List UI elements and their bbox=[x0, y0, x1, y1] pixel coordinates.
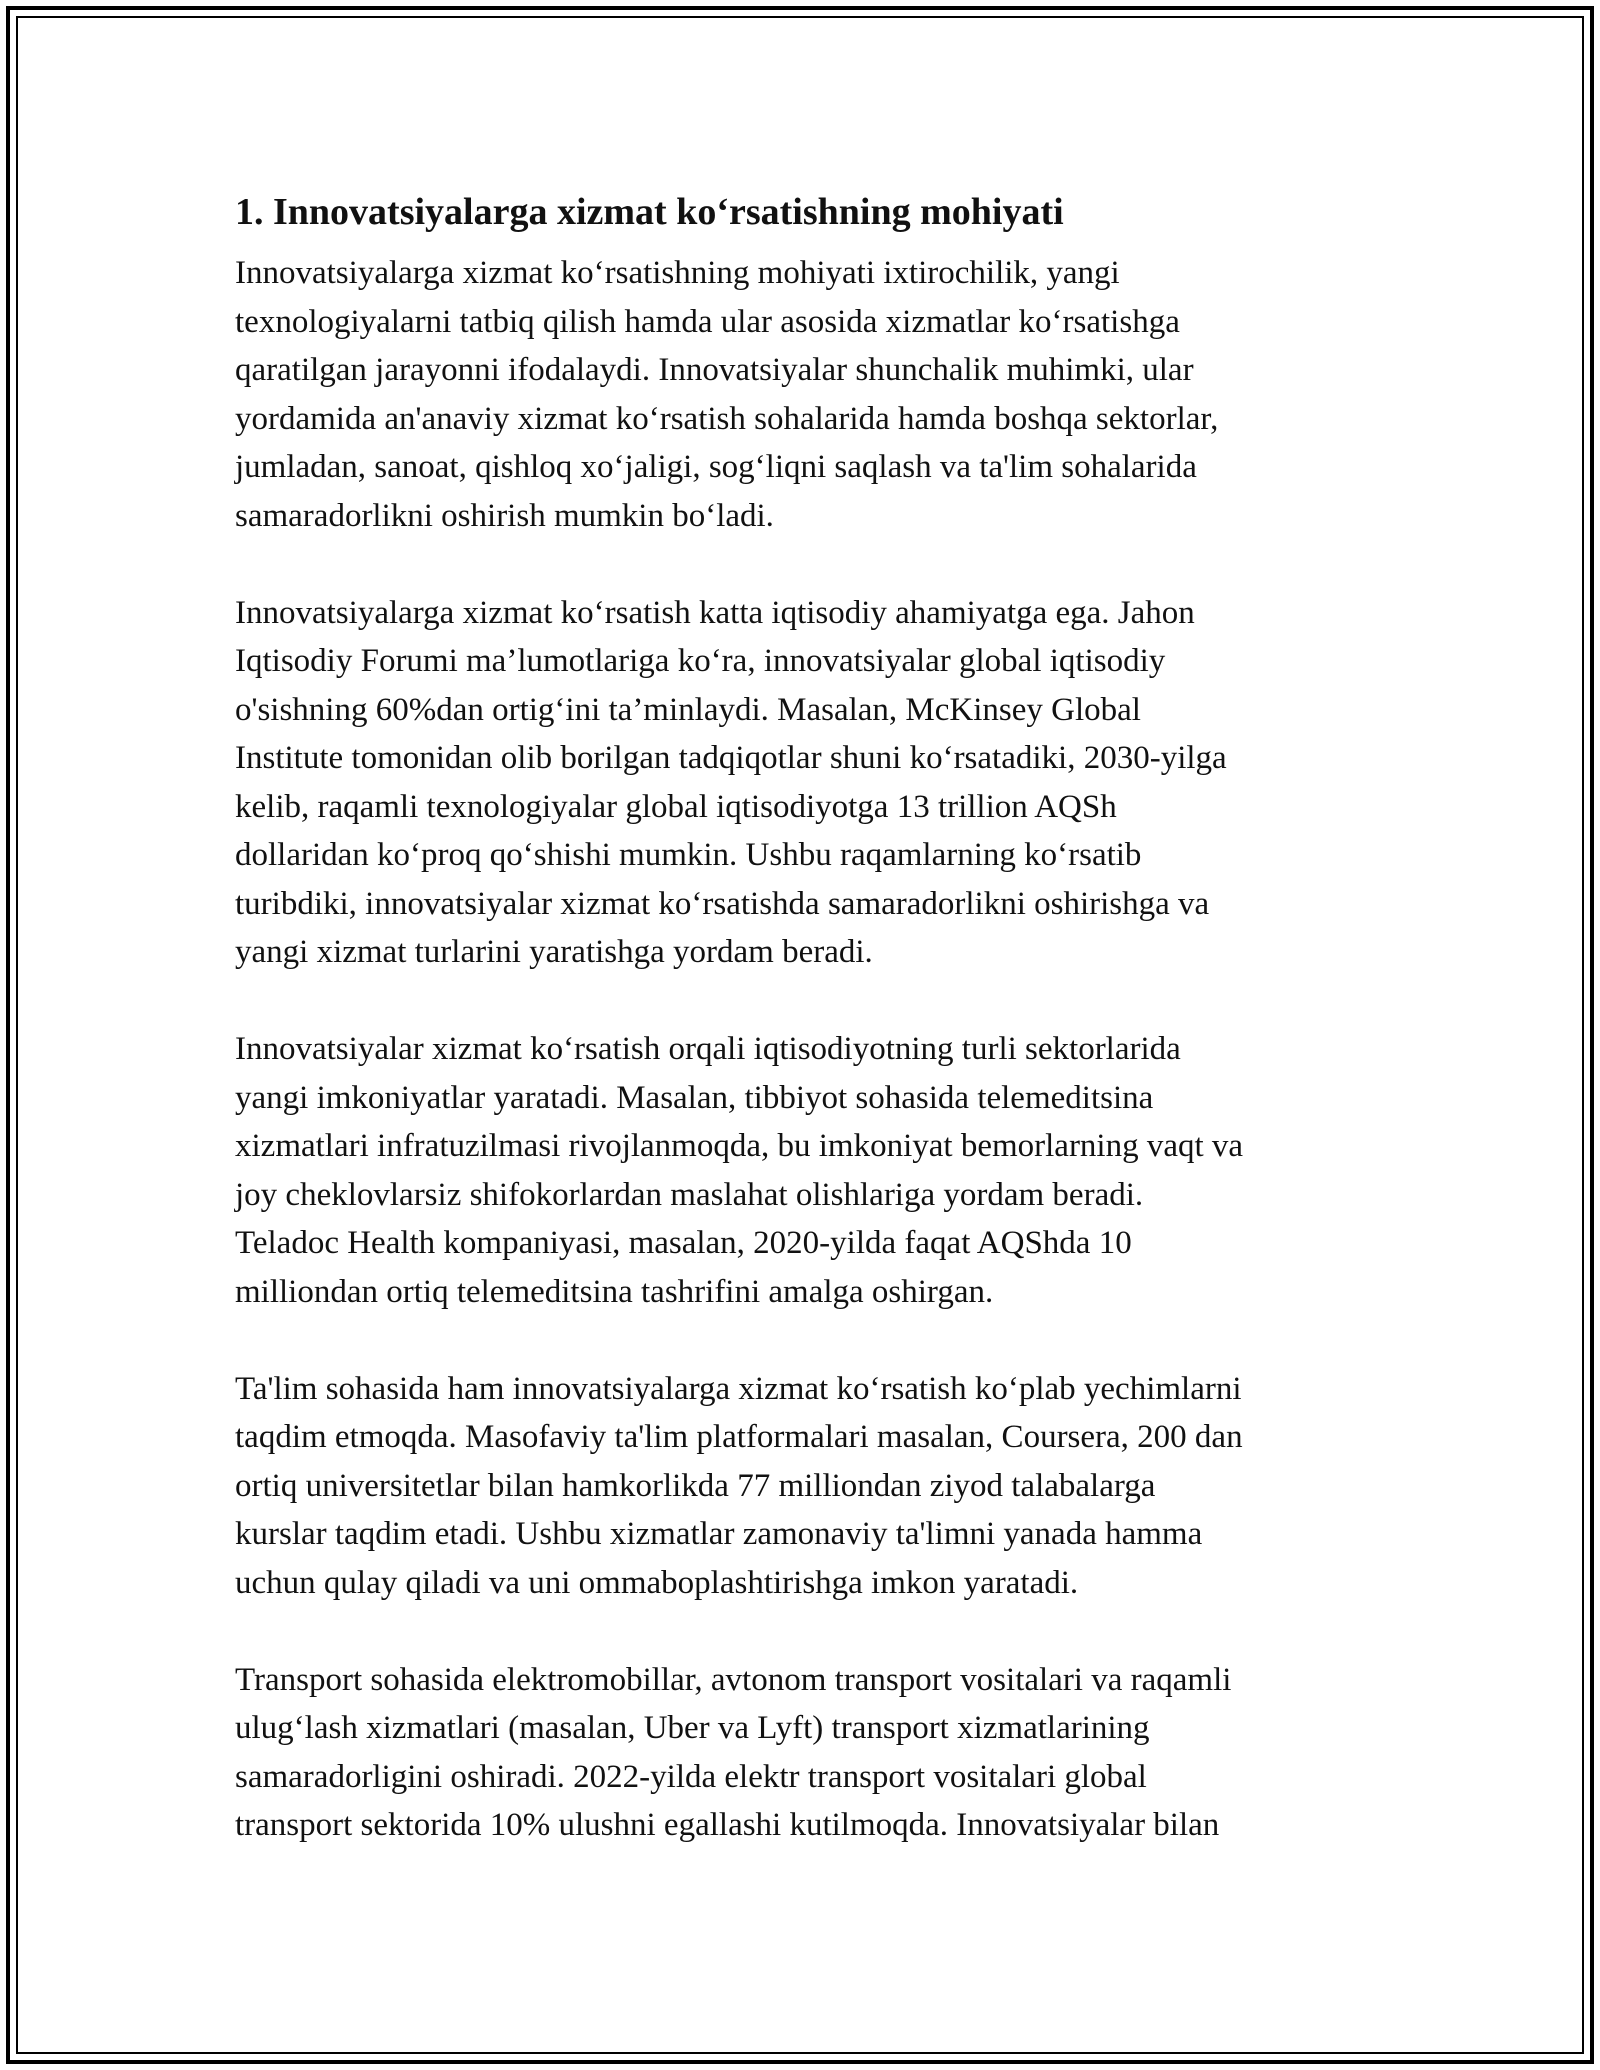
paragraph-line: dollaridan ko‘proq qo‘shishi mumkin. Ushbu raqamlarning ko‘rsatib bbox=[235, 837, 1142, 873]
paragraph-line: yangi imkoniyatlar yaratadi. Masalan, tibbiyot sohasida telemeditsina bbox=[235, 1079, 1154, 1116]
section-heading: 1. Innovatsiyalarga xizmat ko‘rsatishning mohiyati bbox=[235, 191, 1064, 233]
paragraph-line: texnologiyalarni tatbiq qilish hamda ular asosida xizmatlar ko‘rsatishga bbox=[235, 303, 1180, 340]
document-body bbox=[235, 185, 1375, 1898]
paragraph-line: Iqtisodiy Forumi ma’lumotlariga ko‘ra, innovatsiyalar global iqtisodiy bbox=[235, 643, 1166, 679]
paragraph-line: Innovatsiyalar xizmat ko‘rsatish orqali iqtisodiyotning turli sektorlarida bbox=[235, 1031, 1181, 1067]
paragraph-line: ulug‘lash xizmatlari (masalan, Uber va Lyft) transport xizmatlarining bbox=[235, 1710, 1150, 1746]
paragraph-line: uchun qulay qiladi va uni ommaboplashtirishga imkon yaratadi. bbox=[235, 1564, 1079, 1601]
paragraph-line: yangi xizmat turlarini yaratishga yordam beradi. bbox=[235, 934, 873, 970]
paragraph-line: ortiq universitetlar bilan hamkorlikda 77 milliondan ziyod talabalarga bbox=[235, 1467, 1156, 1504]
paragraph-line: samaradorligini oshiradi. 2022-yilda elektr transport vositalari global bbox=[235, 1758, 1147, 1795]
paragraphs-container bbox=[235, 249, 1375, 1850]
paragraph-line: samaradorlikni oshirish mumkin bo‘ladi. bbox=[235, 497, 774, 534]
paragraph-line: joy cheklovlarsiz shifokorlardan maslahat olishlariga yordam beradi. bbox=[235, 1176, 1144, 1213]
paragraph-line: Innovatsiyalarga xizmat ko‘rsatishning mohiyati ixtirochilik, yangi bbox=[235, 255, 1120, 291]
paragraph-line: transport sektorida 10% ulushni egallashi kutilmoqda. Innovatsiyalar bilan bbox=[235, 1807, 1220, 1843]
paragraph-line: milliondan ortiq telemeditsina tashrifini amalga oshirgan. bbox=[235, 1273, 994, 1310]
paragraph-line: kurslar taqdim etadi. Ushbu xizmatlar zamonaviy ta'limni yanada hamma bbox=[235, 1516, 1203, 1552]
paragraph-line: kelib, raqamli texnologiyalar global iqtisodiyotga 13 trillion AQSh bbox=[235, 788, 1117, 825]
paragraph-line: Innovatsiyalarga xizmat ko‘rsatish katta iqtisodiy ahamiyatga ega. Jahon bbox=[235, 594, 1195, 631]
paragraph-line: Transport sohasida elektromobillar, avtonom transport vositalari va raqamli bbox=[235, 1661, 1232, 1698]
paragraph bbox=[235, 1656, 1375, 1850]
paragraph-line: xizmatlari infratuzilmasi rivojlanmoqda, bu imkoniyat bemorlarning vaqt va bbox=[235, 1128, 1244, 1164]
paragraph-line: turibdiki, innovatsiyalar xizmat ko‘rsatishda samaradorlikni oshirishga va bbox=[235, 885, 1210, 922]
paragraph bbox=[235, 589, 1375, 977]
paragraph-line: Institute tomonidan olib borilgan tadqiqotlar shuni ko‘rsatadiki, 2030-yilga bbox=[235, 740, 1227, 776]
paragraph-line: yordamida an'anaviy xizmat ko‘rsatish sohalarida hamda boshqa sektorlar, bbox=[235, 400, 1219, 437]
paragraph-line: Teladoc Health kompaniyasi, masalan, 2020-yilda faqat AQShda 10 bbox=[235, 1225, 1132, 1261]
paragraph-line: qaratilgan jarayonni ifodalaydi. Innovatsiyalar shunchalik muhimki, ular bbox=[235, 352, 1194, 388]
paragraph bbox=[235, 249, 1375, 540]
paragraph bbox=[235, 1025, 1375, 1316]
paragraph-line: Ta'lim sohasida ham innovatsiyalarga xizmat ko‘rsatish ko‘plab yechimlarni bbox=[235, 1370, 1242, 1407]
paragraph-line: o'sishning 60%dan ortig‘ini ta’minlaydi. Masalan, McKinsey Global bbox=[235, 691, 1141, 728]
paragraph bbox=[235, 1365, 1375, 1608]
paragraph-line: jumladan, sanoat, qishloq xo‘jaligi, sog‘liqni saqlash va ta'lim sohalarida bbox=[235, 449, 1197, 485]
paragraph-line: taqdim etmoqda. Masofaviy ta'lim platformalari masalan, Coursera, 200 dan bbox=[235, 1419, 1243, 1455]
